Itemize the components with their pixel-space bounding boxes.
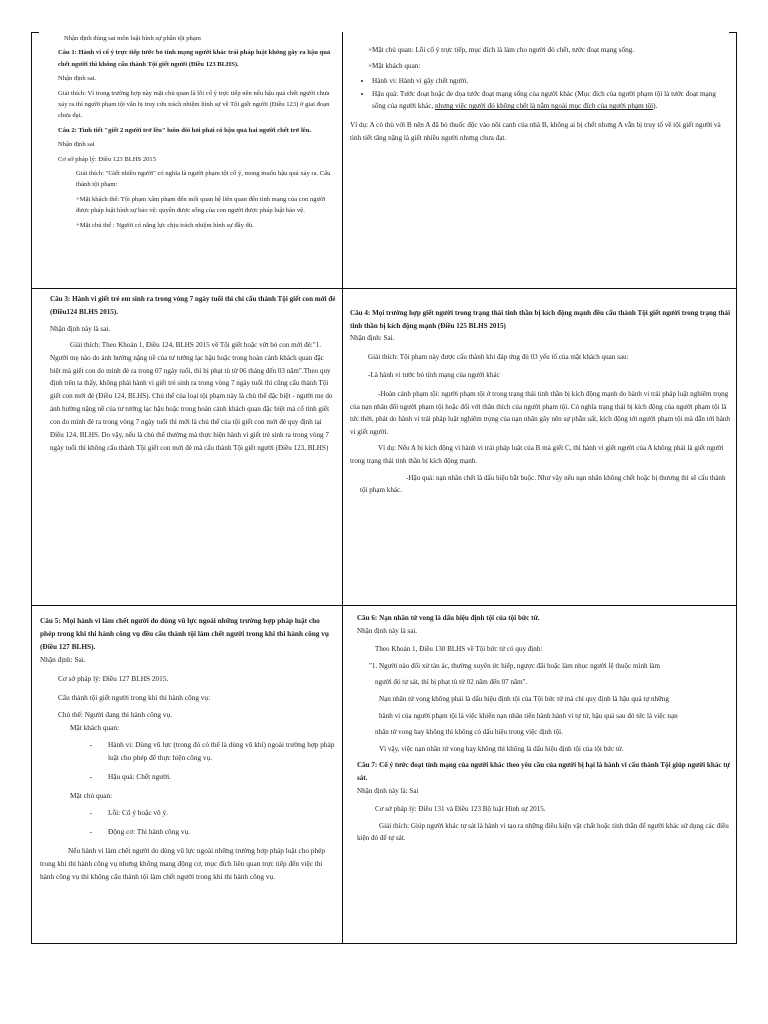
q4-title: Câu 4: Mọi trường hợp giết người trong trạng thái tinh thần bị kích động mạnh đều cấu thành Tội giết người trong trạng thái tinh thần bị kích động mạnh (Điều 125 BLHS 2015): [350, 309, 731, 330]
q5-obj1-text: Hành vi: Dùng vũ lực (trong đó có thể là dùng vũ khí) ngoài trường hợp pháp luật cho phép để thực hiện công vụ.: [108, 740, 335, 762]
q4-point-1: -Là hành vi tước bỏ tính mạng của người khác: [368, 371, 500, 380]
row-divider-2: [31, 605, 737, 606]
q3-explain: Giải thích: Theo Khoản 1, Điều 124, BLHS 2015 về Tội giết hoặc vứt bỏ con mới đẻ:"1. Người mẹ nào do ảnh hưởng nặng nề của tư tưởng lạc hậu hoặc trong hoàn cảnh khách quan đặc biệt mà giết con do mình đẻ ra trong 07 ngày tuổi, thì bị phạt tù từ 06 tháng đến 03 năm".Theo quy định trên ta thấy, không phải hành vi giết trẻ sinh ra trong vòng 7 ngày tuổi thì cũng cấu thành Tội giết con mới đẻ (Điều 124, BLHS). Chủ thể của loại tội phạm này là chủ thể đặc biệt - người mẹ do ảnh hưởng nặng nề của tư tưởng lạc hậu hoặc trong hoàn cảnh khách quan đặc biệt mà cố tình giết con do mình đẻ ra trong vòng 7 ngày tuổi thì mới là chủ thể của tội giết con mới đẻ quy định tại Điều 124, BLHS. Do vậy, nếu là chủ thể thường mà thực hiện hành vi giết trẻ sinh ra trong vòng 7 ngày tuổi thì không cấu thành Tội giết con mới đẻ mà cấu thành Tội giết người (Điều 123, BLHS): [50, 340, 333, 452]
q5-objective-label: Mặt khách quan:: [70, 723, 120, 732]
top-border-right: [729, 32, 737, 33]
q6-title: Câu 6: Nạn nhân tử vong là dấu hiệu định tội của tội bức tử.: [357, 614, 540, 622]
cell-q6-q7: [357, 612, 733, 940]
q6-quote-1: "1. Người nào đối xử tàn ác, thường xuyên ức hiếp, ngược đãi hoặc làm nhục người lệ thuộc mình làm: [369, 661, 660, 670]
q2-verdict: Nhận định sai: [58, 141, 95, 149]
q5-objective-behavior: [40, 738, 336, 764]
q6-explain-2: hành vi của người phạm tội là việc khiến nạn nhân tiến hành hành vi tự tử, hậu quả sau đó tức là việc nạn: [379, 711, 678, 720]
q4-example: Ví dụ: Nếu A bị kích động vì hành vi trái pháp luật của B mà giết C, thì hành vi giết người của A không phải là giết người trong trạng thái tinh thần bị kích động mạnh.: [350, 444, 724, 465]
q5-subject: Chủ thể: Người đang thi hành công vụ.: [58, 710, 173, 719]
q4-point-4: -Hậu quả: nạn nhân chết là dấu hiệu bắt buộc. Như vậy nếu nạn nhân không chết hoặc bị thương thì sẽ cấu thành tội phạm khác.: [360, 473, 726, 495]
q2-subjective: +Mặt chủ quan: Lỗi cố ý trực tiếp, mục đích là làm cho người đó chết, tước đoạt mạng sống.: [368, 46, 635, 54]
q2-bullet-consequence-c: ).: [653, 102, 658, 111]
cell-q2-continued: [350, 44, 730, 284]
q5-verdict: Nhận định: Sai.: [40, 655, 86, 664]
dash-marker: -: [89, 772, 92, 781]
q5-conclusion: Nếu hành vi làm chết người do dùng vũ lực ngoài những trường hợp pháp luật cho phép trong khi thi hành công vụ nhưng không mang động cơ, mục đích liên quan trực tiếp đến việc thi hành công vụ thì không cấu thành tội làm chết người trong khi thi hành công vụ.: [40, 846, 325, 881]
q5-sub1-text: Lỗi: Cố ý hoặc vô ý.: [108, 808, 168, 817]
q5-subjective-motive: [40, 825, 336, 838]
doc-heading: Nhận định đúng sai môn luật hình sự phần tội phạm: [64, 35, 201, 42]
left-border: [31, 32, 32, 944]
q4-verdict: Nhận định: Sai.: [350, 334, 395, 343]
q4-explain: Giải thích: Tội phạm này được cấu thành khi đáp ứng đủ 03 yếu tố của mặt khách quan sau:: [368, 352, 629, 361]
dash-marker: -: [89, 827, 92, 836]
q2-objective-label: +Mặt khách quan:: [368, 61, 421, 70]
q6-explain-3: nhân tử vong hay không thì không có dấu hiệu trong việc định tội.: [375, 728, 563, 737]
cell-q5: [40, 614, 336, 940]
cell-q4: [350, 307, 732, 601]
q2-title: Câu 2: Tình tiết "giết 2 người trở lên" luôn đòi hỏi phải có hậu quả hai người chết trở lên.: [58, 126, 312, 134]
q5-objective-consequence: [40, 770, 336, 783]
q5-title: Câu 5: Mọi hành vi làm chết người do dùng vũ lực ngoài những trường hợp pháp luật cho phép trong khi thi hành công vụ đều cấu thành tội làm chết người trong khi thi hành công vụ (Điều 127 BLHS).: [40, 616, 329, 651]
q5-subjective-label: Mặt chủ quan:: [70, 791, 113, 800]
q5-basis: Cơ sở pháp lý: Điều 127 BLHS 2015.: [58, 674, 169, 683]
q2-subject: +Mặt chủ thể : Người có năng lực chịu trách nhiệm hình sự đầy đủ.: [76, 221, 254, 229]
q1-verdict: Nhận định sai.: [58, 75, 97, 83]
q6-verdict: Nhận định này là sai.: [357, 626, 418, 635]
q2-bullet-behavior: • Hành vi: Hành vi gây chết người.: [372, 75, 730, 88]
q2-explain: Giải thích: "Giết nhiều người" có nghĩa là người phạm tội cố ý, mong muốn hậu quả xảy ra. Cấu thành tội phạm:: [76, 170, 331, 189]
q2-bullet-consequence-a: Hậu quả: Tước đoạt hoặc đe dọa tước đoạt mạng sống của người khác (Mục đích của người phạm tội là tước đoạt mạng sống của người khác,: [372, 89, 716, 111]
q3-verdict: Nhận định này là sai.: [50, 324, 111, 333]
q7-explain: Giải thích: Giúp người khác tự sát là hành vi tạo ra những điều kiện vật chất hoặc tinh thần để người khác sử dụng các điều kiện đó để tự sát.: [357, 821, 729, 843]
cell-q1-q2: [58, 33, 334, 285]
q6-quote-2: người đó tự sát, thì bị phạt tù từ 02 năm đến 07 năm".: [375, 678, 528, 687]
bottom-border: [31, 943, 737, 944]
q3-title: Câu 3: Hành vi giết trẻ em sinh ra trong vòng 7 ngày tuổi thì chỉ cấu thành Tội giết con mới đẻ (Điều124 BLHS 2015).: [50, 295, 336, 316]
q7-verdict: Nhận định này là: Sai: [357, 786, 419, 795]
q2-bullet-consequence: [372, 88, 730, 113]
q2-objective-list: [350, 75, 730, 113]
row-divider-1: [31, 288, 737, 289]
q2-object: +Mặt khách thể: Tội phạm xâm phạm đến mối quan hệ liên quan đến tính mạng của con người được pháp luật hình sự bảo vệ: quyền được sống của con người được pháp luật bảo vệ.: [76, 195, 326, 215]
center-divider: [342, 32, 343, 944]
cell-q3: [50, 293, 336, 598]
q1-title: Câu 1: Hành vi cố ý trực tiếp tước bỏ tính mạng người khác trái pháp luật không gây ra hậu quả chết người thì không cấu thành Tội giết người (Điều 123 BLHS).: [58, 49, 331, 68]
q2-bullet-consequence-underlined: nhưng việc người đó không chết là nằm ngoài mục đích của người phạm tội: [435, 102, 654, 111]
q1-explain: Giải thích: Vì trong trường hợp này mặt chủ quan là lỗi cố ý trực tiếp nên nếu hậu quả chết người chưa xảy ra thì người phạm tội vẫn bị truy cứu trách nhiệm hình sự về Tội giết người (Điều 123) ở giai đoạn chưa đạt.: [58, 89, 330, 120]
q5-sub2-text: Động cơ: Thi hành công vụ.: [108, 827, 190, 836]
q6-law: Theo Khoản 1, Điều 130 BLHS về Tội bức tử có quy định:: [375, 645, 543, 654]
q7-title: Câu 7: Cố ý tước đoạt tính mạng của người khác theo yêu cầu của người bị hại là hành vi cấu thành Tội giúp người khác tự sát.: [357, 761, 730, 782]
q2-basis: Cơ sở pháp lý: Điều 123 BLHS 2015: [58, 155, 157, 163]
q4-point-2: -Hoàn cảnh phạm tội: người phạm tội ở trong trạng thái tinh thần bị kích động mạnh do hành vi trái pháp luật nghiêm trọng của nạn nhân đối người phạm tội hoặc đối với thân thích của người phạm tội. Có nghĩa trạng thái bị kích động của người phạm tội là tức thời, phát do hành vi trái pháp luật nghiêm trọng của nạn nhân gây nên sự phẫn uất, kích động tới người phạm tội mà dẫn tới hành vi giết người.: [350, 389, 730, 436]
q7-basis: Cơ sở pháp lý: Điều 131 và Điều 123 Bộ luật Hình sự 2015.: [375, 805, 546, 814]
top-border: [31, 32, 39, 33]
q6-explain-1: Nạn nhân tử vong không phải là dấu hiệu định tội của Tội bức tử mà chỉ quy định là hậu quả tự những: [379, 694, 669, 703]
q5-subjective-fault: [40, 806, 336, 819]
dash-marker: -: [89, 740, 92, 749]
dash-marker: -: [89, 808, 92, 817]
q6-explain-4: Vì vậy, việc nạn nhân tử vong hay không thì không là dấu hiệu định tội của tội bức tử.: [379, 744, 624, 753]
q5-obj2-text: Hậu quả: Chết người.: [108, 772, 171, 781]
right-border: [736, 32, 737, 944]
q2-example: Ví dụ: A có thù với B nên A đã bỏ thuốc độc vào nồi canh của nhà B, không ai bị chết nhưng A vẫn bị truy tố về tội giết người và tình tiết tăng nặng là giết nhiều người nhưng chưa đạt.: [350, 120, 721, 142]
q5-constitution: Cấu thành tội giết người trong khi thi hành công vụ:: [58, 693, 211, 702]
